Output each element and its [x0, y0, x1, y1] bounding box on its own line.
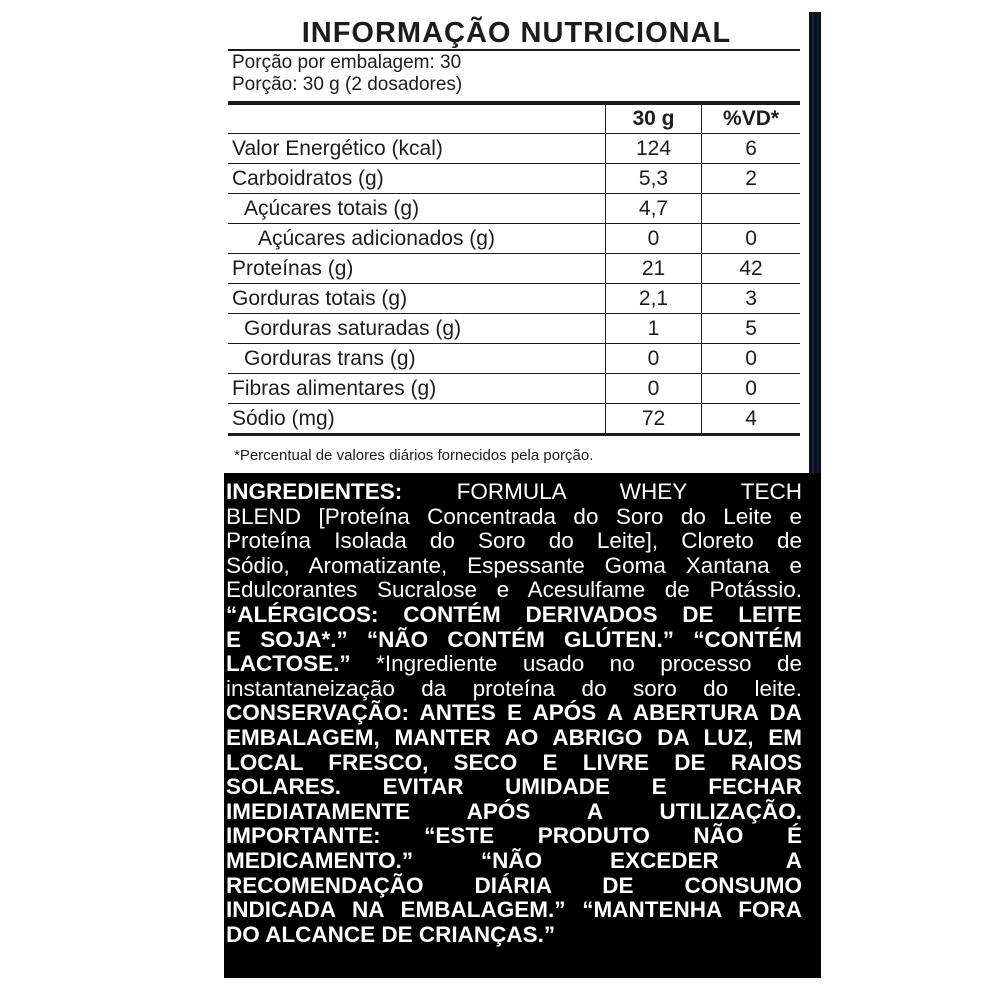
ingredients-line: Proteína Isolada do Soro do Leite], Cloreto de [226, 528, 802, 554]
nutrient-name: Sódio (mg) [228, 404, 605, 435]
nutrient-dv: 0 [702, 224, 800, 254]
nutrition-facts-panel [224, 12, 809, 473]
serving-size: Porção: 30 g (2 dosadores) [232, 74, 463, 95]
label-text-block [226, 480, 802, 947]
conservation-line: EMBALAGEM, MANTER AO ABRIGO DA LUZ, EM [226, 724, 802, 750]
table-row [228, 194, 800, 224]
header-amount: 30 g [605, 105, 701, 134]
ingredient-note: *Ingrediente usado no processo de [350, 651, 802, 677]
header-blank-cell [228, 105, 605, 134]
allergens-line [226, 652, 802, 677]
table-row [228, 374, 800, 404]
nutrient-amount: 0 [605, 344, 701, 374]
panel-title: INFORMAÇÃO NUTRICIONAL [301, 17, 732, 49]
nutrient-dv: 4 [702, 404, 800, 435]
important-line: IMPORTANTE: “ESTE PRODUTO NÃO É [226, 823, 802, 849]
nutrient-amount: 5,3 [605, 164, 701, 194]
nutrient-dv [702, 194, 800, 224]
table-row [228, 314, 800, 344]
nutrient-dv: 5 [702, 314, 800, 344]
ingredients-text: FORMULA WHEY TECH [402, 479, 802, 504]
servings-per-package: Porção por embalagem: 30 [232, 52, 462, 73]
nutrition-table [228, 105, 800, 436]
nutrient-name: Açúcares adicionados (g) [228, 224, 605, 254]
side-decoration-graphic [809, 12, 821, 473]
nutrient-dv: 6 [702, 134, 800, 164]
ingredients-line [226, 480, 802, 505]
ingredients-line: Edulcorantes Sucralose e Acesulfame de Potássio. [226, 577, 802, 603]
allergens-line: “ALÉRGICOS: CONTÉM DERIVADOS DE LEITE [226, 601, 802, 627]
nutrient-amount: 0 [605, 374, 701, 404]
ingredients-line: Sódio, Aromatizante, Espessante Goma Xantana e [226, 552, 802, 578]
important-line: RECOMENDAÇÃO DIÁRIA DE CONSUMO [226, 872, 802, 898]
ingredients-heading: INGREDIENTES: [226, 479, 403, 504]
nutrient-amount: 21 [605, 254, 701, 284]
nutrient-amount: 0 [605, 224, 701, 254]
table-row [228, 164, 800, 194]
nutrient-name: Gorduras saturadas (g) [228, 314, 605, 344]
nutrient-name: Valor Energético (kcal) [228, 134, 605, 164]
conservation-line: LOCAL FRESCO, SECO E LIVRE DE RAIOS [226, 749, 802, 775]
nutrient-dv: 0 [702, 374, 800, 404]
nutrient-name: Gorduras totais (g) [228, 284, 605, 314]
table-row [228, 254, 800, 284]
nutrient-amount: 72 [605, 404, 701, 435]
header-dv: %VD* [702, 105, 800, 134]
nutrient-dv: 2 [702, 164, 800, 194]
nutrient-dv: 0 [702, 344, 800, 374]
product-label [224, 12, 821, 978]
table-row [228, 344, 800, 374]
allergens-line: instantaneização da proteína do soro do leite. [226, 675, 802, 701]
table-header-row [228, 105, 800, 134]
important-line: DO ALCANCE DE CRIANÇAS.” [226, 921, 556, 947]
nutrient-amount: 1 [605, 314, 701, 344]
table-row [228, 404, 800, 435]
dv-footnote: *Percentual de valores diários fornecidos pela porção. [234, 447, 594, 464]
nutrient-amount: 2,1 [605, 284, 701, 314]
table-row [228, 224, 800, 254]
conservation-line: CONSERVAÇÃO: ANTES E APÓS A ABERTURA DA [226, 700, 802, 726]
nutrient-name: Açúcares totais (g) [228, 194, 605, 224]
nutrient-dv: 42 [702, 254, 800, 284]
nutrient-amount: 124 [605, 134, 701, 164]
nutrient-amount: 4,7 [605, 194, 701, 224]
table-row [228, 284, 800, 314]
important-line: MEDICAMENTO.” “NÃO EXCEDER A [226, 847, 802, 873]
nutrient-name: Proteínas (g) [228, 254, 605, 284]
ingredients-line: BLEND [Proteína Concentrada do Soro do Leite e [226, 503, 802, 529]
allergens-line: E SOJA*.” “NÃO CONTÉM GLÚTEN.” “CONTÉM [226, 626, 802, 652]
nutrient-name: Carboidratos (g) [228, 164, 605, 194]
important-line: INDICADA NA EMBALAGEM.” “MANTENHA FORA [226, 897, 802, 923]
title-divider [228, 49, 800, 51]
nutrient-dv: 3 [702, 284, 800, 314]
nutrient-name: Gorduras trans (g) [228, 344, 605, 374]
conservation-line: IMEDIATAMENTE APÓS A UTILIZAÇÃO. [226, 798, 802, 824]
conservation-line: SOLARES. EVITAR UMIDADE E FECHAR [226, 774, 802, 800]
table-row [228, 134, 800, 164]
lactose-warning: LACTOSE.” [226, 651, 351, 677]
side-decoration [809, 12, 821, 473]
nutrient-name: Fibras alimentares (g) [228, 374, 605, 404]
